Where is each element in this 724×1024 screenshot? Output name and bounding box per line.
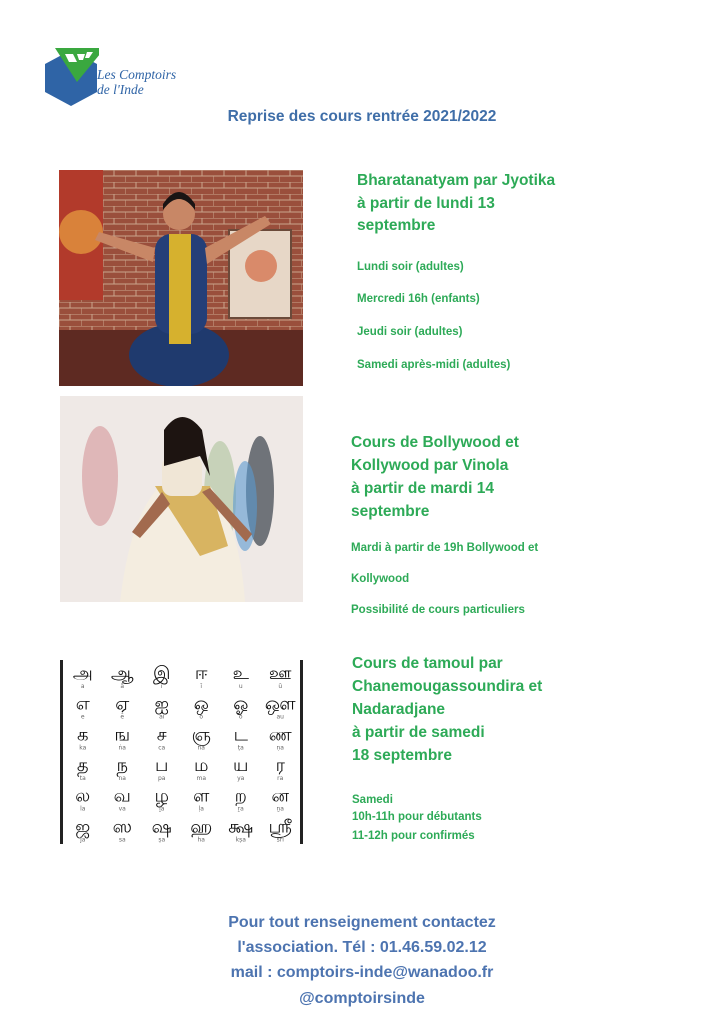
tamil-transliteration: ha xyxy=(197,836,205,844)
section2-heading-line-1: Cours de Bollywood et xyxy=(351,434,519,451)
tamil-letter: க xyxy=(76,724,89,746)
tamil-letter: ஜ xyxy=(75,816,91,838)
section2-detail: Kollywood xyxy=(351,573,410,585)
tamil-letter: உ xyxy=(232,663,249,684)
tamil-transliteration: ta xyxy=(79,775,86,782)
tamil-transliteration: ā xyxy=(120,683,125,690)
tamil-letter: அ xyxy=(72,663,93,684)
section2-detail: Possibilité de cours particuliers xyxy=(351,604,525,616)
tamil-letter: ண xyxy=(268,724,292,746)
tamil-transliteration: ṟa xyxy=(237,805,244,813)
section3-detail: 10h-11h pour débutants xyxy=(352,811,482,823)
tamil-letter: ஸ xyxy=(112,816,132,838)
section1-heading-line-2: à partir de lundi 13 xyxy=(357,195,495,212)
tamil-letter: வ xyxy=(113,785,131,807)
tamil-transliteration: ca xyxy=(158,744,166,752)
tamil-letter: ம xyxy=(194,755,209,776)
tamil-transliteration: a xyxy=(80,683,85,690)
tamil-transliteration: ē xyxy=(120,713,125,721)
tamil-transliteration: ō xyxy=(238,713,243,721)
tamil-transliteration: ja xyxy=(80,836,86,844)
tamil-transliteration: srī xyxy=(276,836,284,844)
tamil-letter: ன xyxy=(271,785,289,807)
tamil-letter: ஐ xyxy=(154,693,169,715)
tamil-alphabet-chart xyxy=(60,660,303,844)
footer-email[interactable]: mail : comptoirs-inde@wanadoo.fr xyxy=(230,964,494,981)
section3-heading-line-3: Nadaradjane xyxy=(352,701,446,718)
footer-social-handle[interactable]: @comptoirsinde xyxy=(299,990,425,1007)
section2-heading-line-4: septembre xyxy=(351,503,430,520)
section1-schedule-item: Jeudi soir (adultes) xyxy=(357,326,463,338)
tamil-transliteration: sa xyxy=(118,836,126,844)
logo-line-2: de l'Inde xyxy=(97,82,144,97)
tamil-transliteration: ḷa xyxy=(198,805,204,813)
tamil-letter: ங xyxy=(114,724,131,746)
tamil-transliteration: ī xyxy=(200,683,203,690)
tamil-letter: ஹ xyxy=(190,816,213,838)
bharatanatyam-photo xyxy=(59,170,303,386)
tamil-transliteration: pa xyxy=(158,775,166,782)
tamil-transliteration: e xyxy=(80,713,85,721)
tamil-letter: ய xyxy=(233,755,249,776)
section3-heading-line-5: 18 septembre xyxy=(352,747,452,764)
footer-line-2: l'association. Tél : 01.46.59.02.12 xyxy=(237,939,487,956)
tamil-transliteration: ṅa xyxy=(118,744,126,752)
tamil-letter: ல xyxy=(75,785,91,807)
tamil-transliteration: o xyxy=(199,713,204,721)
tamil-transliteration: kṣa xyxy=(235,836,246,844)
tamil-transliteration: i xyxy=(160,683,163,690)
tamil-transliteration: ṭa xyxy=(237,744,244,752)
tamil-letter: ஊ xyxy=(268,663,292,684)
tamil-letter: ச xyxy=(156,724,167,746)
tamil-transliteration: u xyxy=(238,683,243,690)
section1-schedule-item: Mercredi 16h (enfants) xyxy=(357,293,480,305)
section1-schedule-item: Lundi soir (adultes) xyxy=(357,261,464,273)
tamil-letter: க்ஷ xyxy=(228,816,254,838)
tamil-letter: ஔ xyxy=(264,693,296,715)
tamil-transliteration: ka xyxy=(79,744,87,752)
section3-detail: Samedi xyxy=(352,794,393,806)
tamil-transliteration: ra xyxy=(277,775,284,782)
section1-heading-line-1: Bharatanatyam par Jyotika xyxy=(357,172,556,189)
page-title: Reprise des cours rentrée 2021/2022 xyxy=(227,108,497,125)
tamil-transliteration: la xyxy=(80,805,86,813)
section1-heading-line-3: septembre xyxy=(357,217,436,234)
section3-detail: 11-12h pour confirmés xyxy=(352,830,475,842)
tamil-letter: ஒ xyxy=(193,693,209,715)
section2-heading-line-2: Kollywood par Vinola xyxy=(351,457,509,474)
tamil-transliteration: ma xyxy=(196,775,207,782)
tamil-transliteration: va xyxy=(118,805,126,813)
tamil-transliteration: ya xyxy=(237,775,245,782)
footer-line-1: Pour tout renseignement contactez xyxy=(228,914,496,931)
tamil-transliteration: ṉa xyxy=(276,805,284,813)
section2-heading-line-3: à partir de mardi 14 xyxy=(351,480,495,497)
logo-line-1: Les Comptoirs xyxy=(97,67,177,82)
tamil-letter: த xyxy=(76,755,89,776)
tamil-letter: ழ xyxy=(154,785,169,807)
tamil-transliteration: au xyxy=(276,713,284,721)
bollywood-photo xyxy=(60,396,303,602)
tamil-letter: ஓ xyxy=(233,693,249,715)
logo-text xyxy=(97,67,176,97)
tamil-transliteration: ña xyxy=(197,744,205,752)
tamil-letter: ஆ xyxy=(110,663,134,684)
tamil-transliteration: ṇa xyxy=(276,744,284,752)
tamil-transliteration: ḻa xyxy=(159,805,165,813)
tamil-letter: ஸ்ரீ xyxy=(268,816,292,838)
tamil-transliteration: ṣa xyxy=(158,836,166,844)
tamil-transliteration: ū xyxy=(278,683,283,690)
tamil-letter: ள xyxy=(193,785,210,807)
section3-heading-line-1: Cours de tamoul par xyxy=(352,655,503,672)
tamil-letter: ஷ xyxy=(151,816,172,838)
section1-schedule-item: Samedi après-midi (adultes) xyxy=(357,359,511,371)
tamil-letter: எ xyxy=(75,693,90,715)
tamil-letter: ஈ xyxy=(194,663,208,684)
section3-heading-line-2: Chanemougassoundira et xyxy=(352,678,543,695)
tamil-letter: ஞ xyxy=(191,724,211,746)
tamil-letter: ற xyxy=(234,785,247,807)
tamil-transliteration: na xyxy=(118,775,126,782)
tamil-letter: ந xyxy=(116,755,129,776)
tamil-letter: ர xyxy=(275,755,285,776)
tamil-transliteration: ai xyxy=(159,713,165,721)
tamil-letter: ட xyxy=(233,724,248,746)
logo-emblem-icon xyxy=(43,46,99,108)
section2-detail: Mardi à partir de 19h Bollywood et xyxy=(351,542,539,554)
tamil-letter: ப xyxy=(155,755,169,776)
tamil-letter: இ xyxy=(152,663,171,684)
tamil-letter: ஏ xyxy=(115,693,130,715)
section3-heading-line-4: à partir de samedi xyxy=(352,724,485,741)
